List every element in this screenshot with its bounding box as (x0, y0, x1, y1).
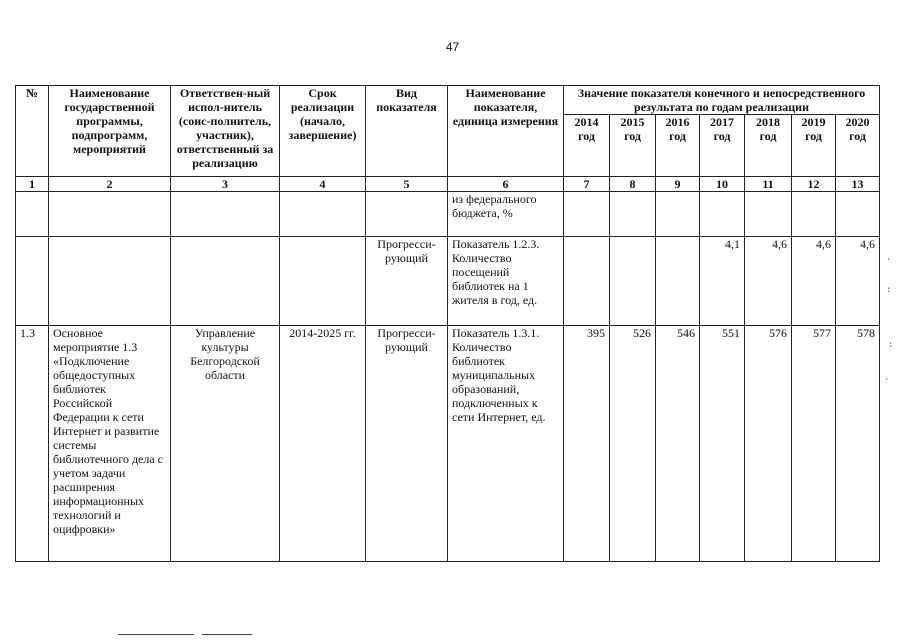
row-value: 395 (564, 326, 610, 562)
header-year: 2015 год (610, 115, 656, 177)
header-responsible: Ответствен-ный испол-нитель (соис-полнитель, участник), ответственный за реализацию (171, 86, 280, 177)
row-indicator-name: Показатель 1.2.3. Количество посещений библиотек на 1 жителя в год, ед. (448, 237, 564, 326)
row-value: 526 (610, 326, 656, 562)
row-no: 1.3 (16, 326, 49, 562)
row-no (16, 237, 49, 326)
row-no (16, 192, 49, 237)
row-indicator-name: из федерального бюджета, % (448, 192, 564, 237)
row-value (700, 192, 745, 237)
header-no: № (16, 86, 49, 177)
row-value (564, 192, 610, 237)
row-value: 576 (745, 326, 792, 562)
column-number: 10 (700, 177, 745, 192)
header-year: 2018 год (745, 115, 792, 177)
column-number-row (16, 177, 880, 192)
row-indicator-name: Показатель 1.3.1. Количество библиотек муниципальных образований, подключенных к сети Интернет, ед. (448, 326, 564, 562)
row-value: 578 (836, 326, 880, 562)
scan-rule (202, 634, 252, 635)
column-number: 2 (49, 177, 171, 192)
row-indicator-type: Прогресси-рующий (366, 326, 448, 562)
table-row (16, 326, 880, 562)
row-value: 546 (656, 326, 700, 562)
row-value (836, 192, 880, 237)
header-term: Срок реализации (начало, завершение) (280, 86, 366, 177)
table-row (16, 192, 880, 237)
row-value (792, 192, 836, 237)
column-number: 12 (792, 177, 836, 192)
column-number: 3 (171, 177, 280, 192)
column-number: 4 (280, 177, 366, 192)
row-value (745, 192, 792, 237)
column-number: 8 (610, 177, 656, 192)
header-values-by-year: Значение показателя конечного и непосредственного результата по годам реализации (564, 86, 880, 115)
row-value (656, 192, 700, 237)
header-indicator-type: Вид показателя (366, 86, 448, 177)
row-value (656, 237, 700, 326)
row-program-name (49, 192, 171, 237)
scan-rule (118, 634, 194, 635)
row-indicator-type (366, 192, 448, 237)
row-responsible (171, 237, 280, 326)
row-value (610, 237, 656, 326)
column-number: 5 (366, 177, 448, 192)
row-term: 2014-2025 гг. (280, 326, 366, 562)
page-number: 47 (445, 40, 460, 54)
row-value: 4,6 (745, 237, 792, 326)
header-year: 2017 год (700, 115, 745, 177)
row-value: 4,6 (836, 237, 880, 326)
row-value (610, 192, 656, 237)
row-responsible: Управление культуры Белгородской области (171, 326, 280, 562)
row-responsible (171, 192, 280, 237)
header-year: 2020 год (836, 115, 880, 177)
row-value: 4,1 (700, 237, 745, 326)
row-indicator-type: Прогресси-рующий (366, 237, 448, 326)
row-value: 551 (700, 326, 745, 562)
header-year: 2014 год (564, 115, 610, 177)
row-value: 4,6 (792, 237, 836, 326)
column-number: 1 (16, 177, 49, 192)
column-number: 13 (836, 177, 880, 192)
row-value (564, 237, 610, 326)
header-program-name: Наименование государственной программы, подпрограмм, мероприятий (49, 86, 171, 177)
header-year: 2019 год (792, 115, 836, 177)
indicators-table (15, 85, 880, 562)
column-number: 7 (564, 177, 610, 192)
column-number: 11 (745, 177, 792, 192)
table-row (16, 237, 880, 326)
row-term (280, 192, 366, 237)
column-number: 9 (656, 177, 700, 192)
scan-speck: · (884, 375, 890, 385)
scan-speck: · (886, 255, 892, 265)
scan-speck: : (886, 285, 892, 295)
row-term (280, 237, 366, 326)
column-number: 6 (448, 177, 564, 192)
header-year: 2016 год (656, 115, 700, 177)
row-program-name (49, 237, 171, 326)
scan-speck: : (888, 340, 894, 350)
header-indicator-name: Наименование показателя, единица измерения (448, 86, 564, 177)
row-program-name: Основное мероприятие 1.3 «Подключение общедоступных библиотек Российской Федерации к сети Интернет и развитие системы библиотечного дела с учетом задачи расширения информационных технологий и оцифровки» (49, 326, 171, 562)
row-value: 577 (792, 326, 836, 562)
